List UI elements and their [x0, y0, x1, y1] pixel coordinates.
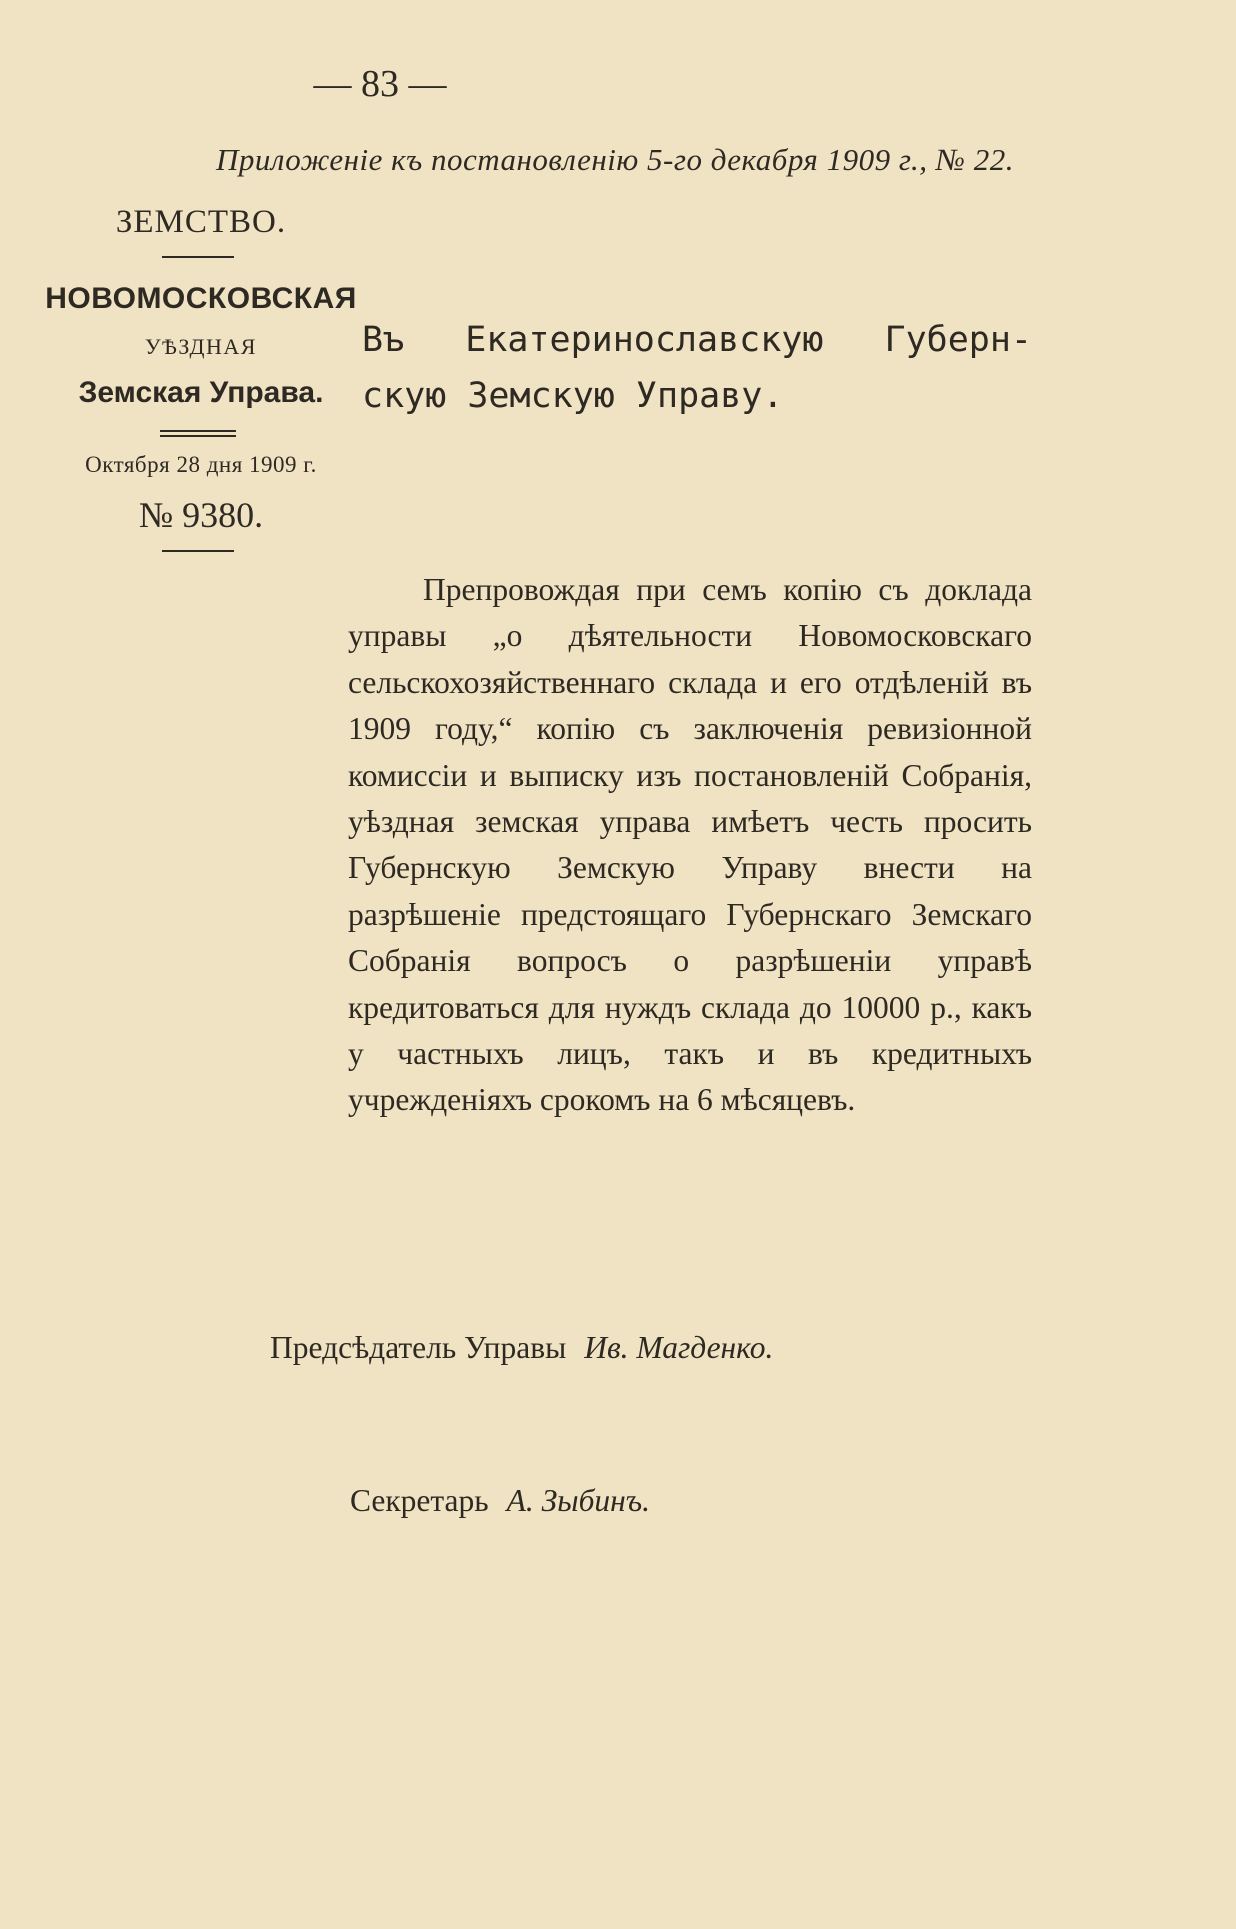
chairman-name: Ив. Магденко. [584, 1330, 774, 1365]
chairman-title: Предсѣдатель Управы [270, 1330, 567, 1365]
secretary-name: А. Зыбинъ. [506, 1483, 651, 1518]
council-type: УѢЗДНАЯ [145, 334, 257, 359]
letter-body [348, 567, 1032, 1124]
double-rule-bottom [160, 435, 236, 437]
letter-number: № 9380. [138, 495, 264, 535]
secretary-title: Секретарь [350, 1483, 489, 1518]
secretary-signature [350, 1483, 650, 1519]
chairman-signature [270, 1330, 773, 1366]
council-name: НОВОМОСКОВСКАЯ [45, 282, 357, 315]
body-paragraph: Препровождая при семъ копію съ доклада управы „о дѣятельности Новомосковскаго сельскохозяйственнаго склада и его отдѣленій въ 1909 году,“ копію съ заключенія ревизіонной комиссіи и выписку изъ постановленій Собранія, уѣздная земская управа имѣетъ честь просить Губернскую Земскую Управу внести на разрѣшеніе предстоящаго Губернскаго Земскаго Собранія вопросъ о разрѣшеніи управѣ кредитоваться для нуждъ склада до 10000 р., какъ у частныхъ лицъ, такъ и въ кредитныхъ учрежденіяхъ срокомъ на 6 мѣсяцевъ. [348, 572, 1032, 1118]
addressee-line: Въ Екатеринославскую Губерн- [362, 320, 1032, 360]
divider-rule [162, 550, 234, 552]
divider-rule [162, 256, 234, 258]
double-rule-top [160, 430, 236, 432]
council-office: Земская Управа. [78, 376, 324, 409]
addressee-line: скую Земскую Управу. [362, 376, 784, 416]
zemstvo-label: ЗЕМСТВО. [115, 204, 287, 240]
page-number: — 83 — [313, 63, 447, 105]
letter-date: Октября 28 дня 1909 г. [85, 452, 317, 477]
appendix-note: Приложеніе къ постановленію 5-го декабря 1909 г., № 22. [215, 142, 1015, 177]
